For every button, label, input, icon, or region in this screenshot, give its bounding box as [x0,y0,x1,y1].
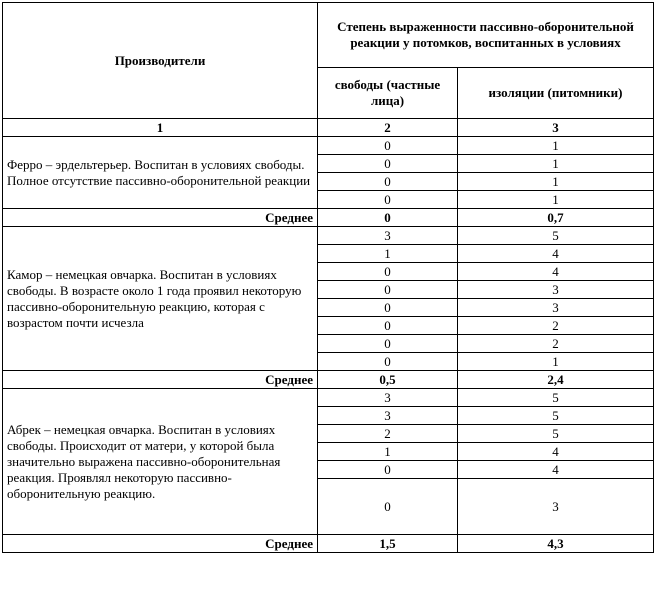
isolation-cell: 4 [458,245,654,263]
producers-header: Производители [3,3,318,119]
isolation-cell: 3 [458,479,654,535]
freedom-cell: 0 [318,335,458,353]
average-freedom: 0 [318,209,458,227]
freedom-cell: 2 [318,425,458,443]
freedom-cell: 0 [318,155,458,173]
freedom-cell: 1 [318,443,458,461]
freedom-header: свободы (частные лица) [318,68,458,119]
isolation-cell: 2 [458,317,654,335]
isolation-cell: 2 [458,335,654,353]
average-row [3,371,654,389]
average-freedom: 1,5 [318,535,458,553]
freedom-cell: 0 [318,263,458,281]
freedom-cell: 0 [318,461,458,479]
average-row [3,535,654,553]
average-isolation: 2,4 [458,371,654,389]
average-label: Среднее [3,209,318,227]
freedom-cell: 1 [318,245,458,263]
freedom-cell: 0 [318,191,458,209]
freedom-cell: 0 [318,137,458,155]
producer-cell: Абрек – немецкая овчарка. Воспитан в условиях свободы. Происходит от матери, у которой была значительно выражена пассивно-оборонительная реакция. Проявлял некоторую пассивно-оборонительную реакцию. [3,389,318,535]
producer-cell: Камор – немецкая овчарка. Воспитан в условиях свободы. В возрасте около 1 года проявил некоторую пассивно-оборонительную реакцию, которая с возрастом почти исчезла [3,227,318,371]
header-row-1 [3,3,654,68]
freedom-cell: 0 [318,299,458,317]
isolation-cell: 1 [458,155,654,173]
average-label: Среднее [3,371,318,389]
freedom-cell: 3 [318,227,458,245]
isolation-cell: 5 [458,389,654,407]
isolation-cell: 1 [458,173,654,191]
isolation-cell: 1 [458,191,654,209]
average-label: Среднее [3,535,318,553]
freedom-cell: 0 [318,281,458,299]
isolation-cell: 4 [458,443,654,461]
index-cell: 2 [318,119,458,137]
freedom-cell: 3 [318,389,458,407]
isolation-cell: 4 [458,461,654,479]
isolation-header: изоляции (питомники) [458,68,654,119]
table-row [3,227,654,245]
average-row [3,209,654,227]
isolation-cell: 5 [458,227,654,245]
average-freedom: 0,5 [318,371,458,389]
freedom-cell: 0 [318,479,458,535]
isolation-cell: 1 [458,353,654,371]
average-isolation: 4,3 [458,535,654,553]
data-table [2,2,654,553]
freedom-cell: 0 [318,353,458,371]
table-row [3,137,654,155]
isolation-cell: 3 [458,281,654,299]
isolation-cell: 3 [458,299,654,317]
producer-cell: Ферро – эрдельтерьер. Воспитан в условиях свободы. Полное отсутствие пассивно-оборонительной реакции [3,137,318,209]
index-cell: 3 [458,119,654,137]
isolation-cell: 1 [458,137,654,155]
freedom-cell: 3 [318,407,458,425]
isolation-cell: 5 [458,425,654,443]
freedom-cell: 0 [318,317,458,335]
index-cell: 1 [3,119,318,137]
isolation-cell: 4 [458,263,654,281]
degree-header: Степень выраженности пассивно-оборонительной реакции у потомков, воспитанных в условиях [318,3,654,68]
average-isolation: 0,7 [458,209,654,227]
isolation-cell: 5 [458,407,654,425]
index-row [3,119,654,137]
freedom-cell: 0 [318,173,458,191]
table-row [3,389,654,407]
